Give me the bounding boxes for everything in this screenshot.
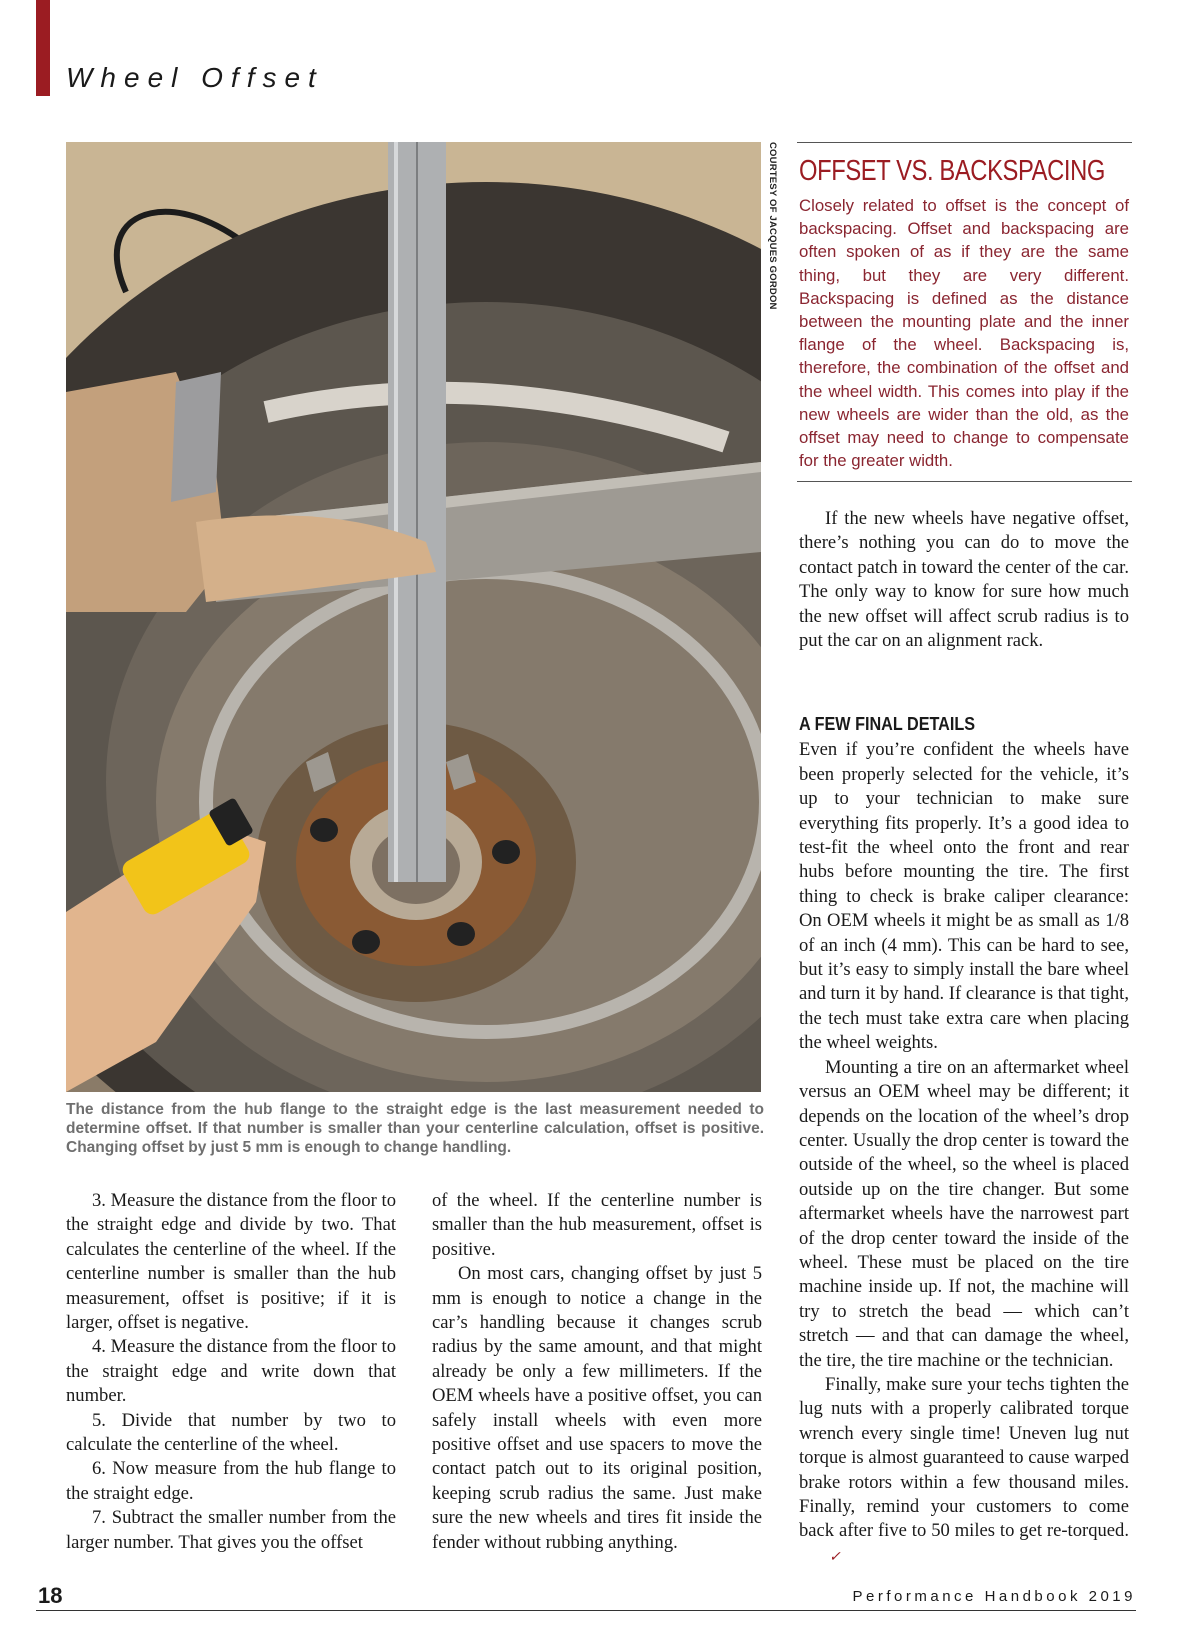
footer-rule bbox=[36, 1610, 1136, 1611]
final-details-subhead: A FEW FINAL DETAILS bbox=[799, 714, 976, 734]
section-accent-bar bbox=[36, 0, 50, 96]
article-column-right-bottom bbox=[799, 712, 1129, 1570]
article-column-right-top bbox=[799, 507, 1129, 653]
negative-offset-paragraph: If the new wheels have negative offset, there’s nothing you can do to move the contact patch in toward the center of the car. The only way to know for sure how much the new offset will affect scrub radius is to put the car on an alignment rack. bbox=[799, 508, 1129, 652]
scrub-radius-paragraph: On most cars, changing offset by just 5 mm is enough to notice a change in the car’s handling because it changes scrub radius by the same amount, and that might already be only a few millimeters. If the OEM wheels have a positive offset, you can safely install wheels with even more positive offset and use spacers to move the contact patch out to its original position, keeping scrub radius the same. Just make sure the new wheels and tires fit inside the fender without rubbing anything. bbox=[432, 1263, 762, 1553]
continued-paragraph: of the wheel. If the centerline number is smaller than the hub measurement, offset is positive. bbox=[432, 1190, 762, 1260]
article-column-left bbox=[66, 1189, 396, 1555]
step-4-paragraph: 4. Measure the distance from the floor to the straight edge and write down that number. bbox=[66, 1336, 396, 1407]
photo-credit: COURTESY OF JACQUES GORDON bbox=[767, 142, 778, 310]
article-column-middle bbox=[432, 1189, 762, 1555]
page-number: 18 bbox=[38, 1583, 63, 1608]
final-details-paragraph-1: Even if you’re confident the wheels have been properly selected for the vehicle, it’s up to your technician to make sure everything fits properly. It’s a good idea to test-fit the wheel onto the front and rear hubs before mounting the tire. The first thing to check is brake caliper clearance: On OEM wheels it might be as small as 1/8 of an inch (4 mm). This can be hard to see, but it’s easy to simply install the bare wheel and turn it by hand. If clearance is that tight, the tech must take extra care when placing the wheel weights. bbox=[799, 739, 1129, 1054]
publication-name: Performance Handbook 2019 bbox=[852, 1588, 1136, 1605]
step-5-paragraph: 5. Divide that number by two to calculate the centerline of the wheel. bbox=[66, 1409, 396, 1456]
final-details-paragraph-3 bbox=[799, 1373, 1129, 1570]
photo-caption: The distance from the hub flange to the straight edge is the last measurement needed to determine offset. If that number is smaller than your centerline calculation, offset is positive. Changing offset by just 5 mm is enough to change handling. bbox=[66, 1101, 764, 1156]
sidebar-body: Closely related to offset is the concept of backspacing. Offset and backspacing are often spoken of as if they are the same thing, but they are very different. Backspacing is defined as the distance between the mounting plate and the inner flange of the wheel. Backspacing is, therefore, the combination of the offset and the wheel width. This comes into play if the new wheels are wider than the old, as the offset may need to change to compensate for the greater width. bbox=[799, 196, 1129, 471]
final-details-paragraph-2: Mounting a tire on an aftermarket wheel versus an OEM wheel may be different; it depends on the location of the wheel’s drop center. Usually the drop center is toward the outside of the wheel, so the wheel is placed outside up on the tire changer. But some aftermarket wheels have the narrowest part of the drop center toward the inside of the wheel. These must be placed on the tire machine inside up. If not, the machine will try to stretch the bead — which can’t stretch — and that can damage the wheel, the tire, the tire machine or the technician. bbox=[799, 1056, 1129, 1371]
step-6-paragraph: 6. Now measure from the hub flange to the straight edge. bbox=[66, 1458, 396, 1504]
final-details-paragraph-3-text: Finally, make sure your techs tighten the lug nuts with a properly calibrated torque wrench every single time! Uneven lug nut torque is almost guaranteed to cause warped brake rotors within a few thousand miles. Finally, remind your customers to come back after five to 50 miles to get re-torqued. bbox=[799, 1373, 1129, 1542]
step-3-paragraph: 3. Measure the distance from the floor to the straight edge and divide by two. That calculates the centerline of the wheel. If the centerline number is smaller than the hub measurement, offset is positive; if it is larger, offset is negative. bbox=[66, 1190, 396, 1334]
end-of-article-icon: ✓ bbox=[829, 1549, 841, 1565]
wheel-measurement-photo bbox=[66, 142, 761, 1092]
offset-vs-backspacing-sidebar bbox=[797, 142, 1132, 482]
step-7-paragraph: 7. Subtract the smaller number from the larger number. That gives you the offset bbox=[66, 1507, 396, 1553]
section-title: Wheel Offset bbox=[66, 62, 324, 93]
sidebar-title: OFFSET VS. BACKSPACING bbox=[799, 155, 1105, 187]
